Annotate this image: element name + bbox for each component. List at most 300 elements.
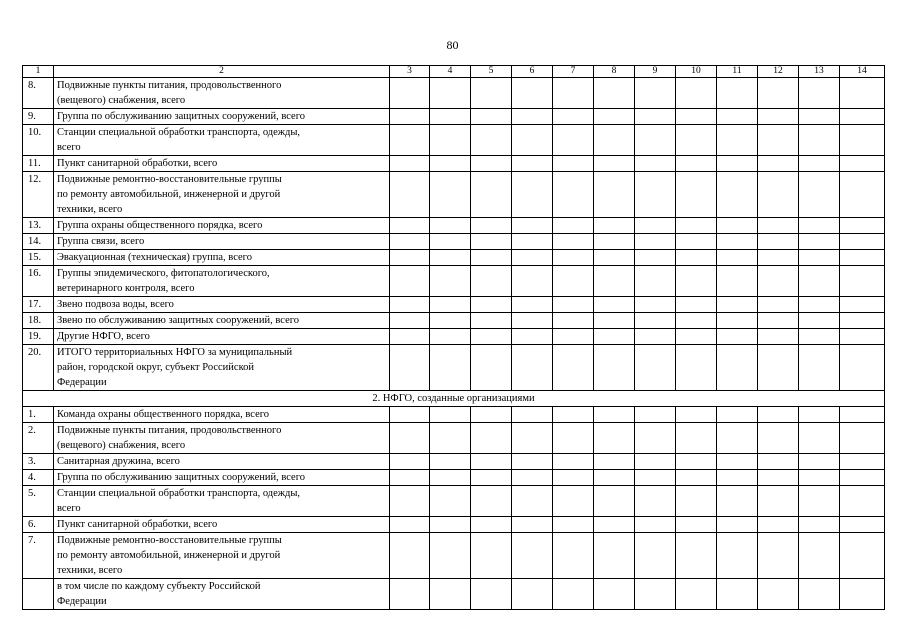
data-cell-col-6[interactable] bbox=[512, 486, 553, 517]
data-cell-col-13[interactable] bbox=[799, 579, 840, 610]
data-cell-col-14[interactable] bbox=[840, 156, 885, 172]
data-cell-col-6[interactable] bbox=[512, 313, 553, 329]
data-cell-col-7[interactable] bbox=[553, 156, 594, 172]
data-cell-col-12[interactable] bbox=[758, 109, 799, 125]
data-cell-col-14[interactable] bbox=[840, 266, 885, 297]
data-cell-col-14[interactable] bbox=[840, 454, 885, 470]
row-number-cell: 9. bbox=[23, 109, 54, 125]
data-cell-col-10[interactable] bbox=[676, 533, 717, 579]
data-cell-col-9[interactable] bbox=[635, 407, 676, 423]
data-cell-col-3[interactable] bbox=[390, 470, 430, 486]
data-cell-col-5[interactable] bbox=[471, 517, 512, 533]
data-cell-col-7[interactable] bbox=[553, 172, 594, 218]
data-cell-col-10[interactable] bbox=[676, 218, 717, 234]
data-cell-col-5[interactable] bbox=[471, 533, 512, 579]
data-cell-col-5[interactable] bbox=[471, 345, 512, 391]
data-cell-col-8[interactable] bbox=[594, 579, 635, 610]
row-name-line: Подвижные пункты питания, продовольственного bbox=[57, 425, 282, 436]
data-cell-col-4[interactable] bbox=[430, 172, 471, 218]
data-cell-col-6[interactable] bbox=[512, 423, 553, 454]
data-cell-col-10[interactable] bbox=[676, 234, 717, 250]
data-cell-col-3[interactable] bbox=[390, 329, 430, 345]
row-number-cell: 14. bbox=[23, 234, 54, 250]
data-cell-col-4[interactable] bbox=[430, 579, 471, 610]
row-name-line: Санитарная дружина, всего bbox=[57, 456, 180, 467]
data-cell-col-12[interactable] bbox=[758, 486, 799, 517]
data-cell-col-14[interactable] bbox=[840, 423, 885, 454]
data-cell-col-8[interactable] bbox=[594, 329, 635, 345]
data-cell-col-6[interactable] bbox=[512, 234, 553, 250]
data-cell-col-5[interactable] bbox=[471, 218, 512, 234]
data-cell-col-10[interactable] bbox=[676, 109, 717, 125]
data-cell-col-8[interactable] bbox=[594, 78, 635, 109]
data-cell-col-8[interactable] bbox=[594, 313, 635, 329]
data-cell-col-9[interactable] bbox=[635, 234, 676, 250]
data-cell-col-5[interactable] bbox=[471, 313, 512, 329]
data-cell-col-8[interactable] bbox=[594, 125, 635, 156]
data-cell-col-12[interactable] bbox=[758, 579, 799, 610]
data-cell-col-8[interactable] bbox=[594, 486, 635, 517]
data-cell-col-14[interactable] bbox=[840, 78, 885, 109]
data-cell-col-13[interactable] bbox=[799, 470, 840, 486]
data-cell-col-4[interactable] bbox=[430, 407, 471, 423]
section-header-row bbox=[23, 391, 885, 407]
row-name-line: Группы эпидемического, фитопатологического, bbox=[57, 268, 270, 279]
data-cell-col-14[interactable] bbox=[840, 533, 885, 579]
row-name-cell bbox=[54, 407, 390, 423]
data-cell-col-13[interactable] bbox=[799, 234, 840, 250]
data-cell-col-7[interactable] bbox=[553, 579, 594, 610]
data-cell-col-13[interactable] bbox=[799, 172, 840, 218]
data-cell-col-14[interactable] bbox=[840, 109, 885, 125]
row-number-cell: 8. bbox=[23, 78, 54, 109]
data-cell-col-6[interactable] bbox=[512, 533, 553, 579]
data-cell-col-10[interactable] bbox=[676, 423, 717, 454]
data-cell-col-12[interactable] bbox=[758, 454, 799, 470]
row-name-cell bbox=[54, 579, 390, 610]
row-number-cell: 5. bbox=[23, 486, 54, 517]
data-cell-col-6[interactable] bbox=[512, 250, 553, 266]
data-cell-col-6[interactable] bbox=[512, 109, 553, 125]
row-name-cell bbox=[54, 470, 390, 486]
data-cell-col-14[interactable] bbox=[840, 517, 885, 533]
data-cell-col-5[interactable] bbox=[471, 172, 512, 218]
row-number-cell: 7. bbox=[23, 533, 54, 579]
data-cell-col-13[interactable] bbox=[799, 329, 840, 345]
data-cell-col-10[interactable] bbox=[676, 156, 717, 172]
data-cell-col-8[interactable] bbox=[594, 234, 635, 250]
data-cell-col-12[interactable] bbox=[758, 172, 799, 218]
data-cell-col-10[interactable] bbox=[676, 470, 717, 486]
data-cell-col-10[interactable] bbox=[676, 250, 717, 266]
table-row bbox=[23, 345, 885, 391]
data-cell-col-9[interactable] bbox=[635, 78, 676, 109]
data-cell-col-12[interactable] bbox=[758, 297, 799, 313]
data-cell-col-12[interactable] bbox=[758, 78, 799, 109]
column-number-cell: 7 bbox=[553, 66, 594, 78]
data-cell-col-11[interactable] bbox=[717, 345, 758, 391]
data-cell-col-4[interactable] bbox=[430, 78, 471, 109]
data-cell-col-11[interactable] bbox=[717, 156, 758, 172]
data-cell-col-9[interactable] bbox=[635, 109, 676, 125]
data-cell-col-7[interactable] bbox=[553, 345, 594, 391]
data-cell-col-10[interactable] bbox=[676, 517, 717, 533]
data-cell-col-3[interactable] bbox=[390, 517, 430, 533]
data-cell-col-8[interactable] bbox=[594, 407, 635, 423]
data-cell-col-10[interactable] bbox=[676, 125, 717, 156]
table-row bbox=[23, 156, 885, 172]
data-cell-col-5[interactable] bbox=[471, 454, 512, 470]
data-cell-col-10[interactable] bbox=[676, 486, 717, 517]
data-cell-col-3[interactable] bbox=[390, 579, 430, 610]
data-cell-col-8[interactable] bbox=[594, 345, 635, 391]
data-cell-col-10[interactable] bbox=[676, 579, 717, 610]
data-cell-col-4[interactable] bbox=[430, 297, 471, 313]
row-number-cell bbox=[23, 579, 54, 610]
data-cell-col-8[interactable] bbox=[594, 297, 635, 313]
data-cell-col-4[interactable] bbox=[430, 266, 471, 297]
data-cell-col-9[interactable] bbox=[635, 329, 676, 345]
data-cell-col-9[interactable] bbox=[635, 486, 676, 517]
data-cell-col-7[interactable] bbox=[553, 407, 594, 423]
data-cell-col-11[interactable] bbox=[717, 329, 758, 345]
data-cell-col-8[interactable] bbox=[594, 517, 635, 533]
data-cell-col-13[interactable] bbox=[799, 533, 840, 579]
row-number-cell: 3. bbox=[23, 454, 54, 470]
data-cell-col-4[interactable] bbox=[430, 156, 471, 172]
data-cell-col-12[interactable] bbox=[758, 407, 799, 423]
data-cell-col-13[interactable] bbox=[799, 250, 840, 266]
data-cell-col-10[interactable] bbox=[676, 266, 717, 297]
column-number-cell: 11 bbox=[717, 66, 758, 78]
data-cell-col-14[interactable] bbox=[840, 218, 885, 234]
data-cell-col-14[interactable] bbox=[840, 297, 885, 313]
row-name-line: всего bbox=[57, 142, 81, 153]
data-cell-col-7[interactable] bbox=[553, 234, 594, 250]
data-cell-col-11[interactable] bbox=[717, 486, 758, 517]
data-cell-col-11[interactable] bbox=[717, 266, 758, 297]
data-cell-col-5[interactable] bbox=[471, 250, 512, 266]
data-cell-col-3[interactable] bbox=[390, 266, 430, 297]
data-cell-col-14[interactable] bbox=[840, 172, 885, 218]
data-cell-col-14[interactable] bbox=[840, 250, 885, 266]
data-cell-col-9[interactable] bbox=[635, 250, 676, 266]
data-cell-col-12[interactable] bbox=[758, 517, 799, 533]
data-cell-col-7[interactable] bbox=[553, 109, 594, 125]
table-row bbox=[23, 517, 885, 533]
data-cell-col-3[interactable] bbox=[390, 156, 430, 172]
data-cell-col-14[interactable] bbox=[840, 313, 885, 329]
row-name-cell bbox=[54, 218, 390, 234]
row-name-line: (вещевого) снабжения, всего bbox=[57, 95, 186, 106]
data-cell-col-13[interactable] bbox=[799, 423, 840, 454]
data-cell-col-5[interactable] bbox=[471, 109, 512, 125]
data-cell-col-6[interactable] bbox=[512, 470, 553, 486]
data-cell-col-8[interactable] bbox=[594, 218, 635, 234]
row-name-line: Группа по обслуживанию защитных сооружений, всего bbox=[57, 472, 306, 483]
data-cell-col-7[interactable] bbox=[553, 313, 594, 329]
data-cell-col-4[interactable] bbox=[430, 517, 471, 533]
data-cell-col-9[interactable] bbox=[635, 423, 676, 454]
data-cell-col-3[interactable] bbox=[390, 218, 430, 234]
data-cell-col-3[interactable] bbox=[390, 125, 430, 156]
row-name-cell bbox=[54, 250, 390, 266]
data-cell-col-4[interactable] bbox=[430, 533, 471, 579]
data-cell-col-12[interactable] bbox=[758, 470, 799, 486]
data-cell-col-8[interactable] bbox=[594, 454, 635, 470]
data-cell-col-6[interactable] bbox=[512, 407, 553, 423]
row-name-line: Команда охраны общественного порядка, всего bbox=[57, 409, 270, 420]
data-cell-col-3[interactable] bbox=[390, 313, 430, 329]
data-cell-col-8[interactable] bbox=[594, 470, 635, 486]
data-cell-col-3[interactable] bbox=[390, 250, 430, 266]
data-cell-col-8[interactable] bbox=[594, 172, 635, 218]
data-cell-col-9[interactable] bbox=[635, 218, 676, 234]
data-cell-col-9[interactable] bbox=[635, 125, 676, 156]
data-cell-col-9[interactable] bbox=[635, 345, 676, 391]
report-table bbox=[22, 65, 885, 610]
data-cell-col-11[interactable] bbox=[717, 517, 758, 533]
data-cell-col-3[interactable] bbox=[390, 109, 430, 125]
table-row bbox=[23, 407, 885, 423]
data-cell-col-14[interactable] bbox=[840, 470, 885, 486]
data-cell-col-5[interactable] bbox=[471, 78, 512, 109]
data-cell-col-13[interactable] bbox=[799, 125, 840, 156]
data-cell-col-11[interactable] bbox=[717, 297, 758, 313]
row-name-line: Станции специальной обработки транспорта, одежды, bbox=[57, 488, 301, 499]
data-cell-col-5[interactable] bbox=[471, 407, 512, 423]
data-cell-col-9[interactable] bbox=[635, 533, 676, 579]
data-cell-col-13[interactable] bbox=[799, 218, 840, 234]
data-cell-col-9[interactable] bbox=[635, 172, 676, 218]
data-cell-col-14[interactable] bbox=[840, 345, 885, 391]
data-cell-col-3[interactable] bbox=[390, 423, 430, 454]
data-cell-col-11[interactable] bbox=[717, 423, 758, 454]
data-cell-col-12[interactable] bbox=[758, 345, 799, 391]
data-cell-col-11[interactable] bbox=[717, 78, 758, 109]
data-cell-col-11[interactable] bbox=[717, 407, 758, 423]
data-cell-col-5[interactable] bbox=[471, 329, 512, 345]
data-cell-col-6[interactable] bbox=[512, 297, 553, 313]
data-cell-col-7[interactable] bbox=[553, 329, 594, 345]
data-cell-col-4[interactable] bbox=[430, 218, 471, 234]
data-cell-col-7[interactable] bbox=[553, 486, 594, 517]
row-number-cell: 11. bbox=[23, 156, 54, 172]
data-cell-col-3[interactable] bbox=[390, 407, 430, 423]
data-cell-col-13[interactable] bbox=[799, 156, 840, 172]
data-cell-col-12[interactable] bbox=[758, 125, 799, 156]
data-cell-col-9[interactable] bbox=[635, 297, 676, 313]
data-cell-col-7[interactable] bbox=[553, 517, 594, 533]
column-number-cell: 3 bbox=[390, 66, 430, 78]
data-cell-col-4[interactable] bbox=[430, 250, 471, 266]
data-cell-col-3[interactable] bbox=[390, 172, 430, 218]
data-cell-col-12[interactable] bbox=[758, 329, 799, 345]
data-cell-col-7[interactable] bbox=[553, 533, 594, 579]
data-cell-col-11[interactable] bbox=[717, 234, 758, 250]
data-cell-col-7[interactable] bbox=[553, 297, 594, 313]
row-name-line: Группа по обслуживанию защитных сооружений, всего bbox=[57, 111, 306, 122]
row-number-cell: 13. bbox=[23, 218, 54, 234]
data-cell-col-8[interactable] bbox=[594, 423, 635, 454]
data-cell-col-3[interactable] bbox=[390, 454, 430, 470]
data-cell-col-8[interactable] bbox=[594, 266, 635, 297]
data-cell-col-6[interactable] bbox=[512, 579, 553, 610]
data-cell-col-3[interactable] bbox=[390, 345, 430, 391]
row-name-cell bbox=[54, 313, 390, 329]
table-row bbox=[23, 109, 885, 125]
data-cell-col-9[interactable] bbox=[635, 454, 676, 470]
data-cell-col-9[interactable] bbox=[635, 313, 676, 329]
data-cell-col-10[interactable] bbox=[676, 454, 717, 470]
data-cell-col-6[interactable] bbox=[512, 78, 553, 109]
data-cell-col-4[interactable] bbox=[430, 470, 471, 486]
data-cell-col-6[interactable] bbox=[512, 454, 553, 470]
column-number-cell: 1 bbox=[23, 66, 54, 78]
data-cell-col-12[interactable] bbox=[758, 218, 799, 234]
data-cell-col-5[interactable] bbox=[471, 579, 512, 610]
row-number-cell: 10. bbox=[23, 125, 54, 156]
data-cell-col-5[interactable] bbox=[471, 156, 512, 172]
data-cell-col-4[interactable] bbox=[430, 329, 471, 345]
data-cell-col-9[interactable] bbox=[635, 156, 676, 172]
data-cell-col-11[interactable] bbox=[717, 172, 758, 218]
data-cell-col-6[interactable] bbox=[512, 517, 553, 533]
data-cell-col-6[interactable] bbox=[512, 218, 553, 234]
data-cell-col-14[interactable] bbox=[840, 486, 885, 517]
data-cell-col-7[interactable] bbox=[553, 218, 594, 234]
data-cell-col-11[interactable] bbox=[717, 470, 758, 486]
data-cell-col-7[interactable] bbox=[553, 78, 594, 109]
data-cell-col-10[interactable] bbox=[676, 313, 717, 329]
data-cell-col-8[interactable] bbox=[594, 156, 635, 172]
data-cell-col-5[interactable] bbox=[471, 470, 512, 486]
data-cell-col-11[interactable] bbox=[717, 250, 758, 266]
data-cell-col-12[interactable] bbox=[758, 266, 799, 297]
row-name-line: Звено подвоза воды, всего bbox=[57, 299, 174, 310]
data-cell-col-11[interactable] bbox=[717, 313, 758, 329]
data-cell-col-13[interactable] bbox=[799, 454, 840, 470]
data-cell-col-6[interactable] bbox=[512, 266, 553, 297]
data-cell-col-11[interactable] bbox=[717, 109, 758, 125]
data-cell-col-3[interactable] bbox=[390, 486, 430, 517]
row-name-cell bbox=[54, 454, 390, 470]
data-cell-col-12[interactable] bbox=[758, 423, 799, 454]
data-cell-col-6[interactable] bbox=[512, 345, 553, 391]
data-cell-col-13[interactable] bbox=[799, 78, 840, 109]
data-cell-col-5[interactable] bbox=[471, 125, 512, 156]
data-cell-col-6[interactable] bbox=[512, 329, 553, 345]
data-cell-col-5[interactable] bbox=[471, 297, 512, 313]
row-name-cell bbox=[54, 78, 390, 109]
data-cell-col-7[interactable] bbox=[553, 423, 594, 454]
data-cell-col-4[interactable] bbox=[430, 313, 471, 329]
data-cell-col-11[interactable] bbox=[717, 454, 758, 470]
data-cell-col-12[interactable] bbox=[758, 313, 799, 329]
row-name-line: всего bbox=[57, 503, 81, 514]
table-row bbox=[23, 423, 885, 454]
data-cell-col-7[interactable] bbox=[553, 250, 594, 266]
data-cell-col-3[interactable] bbox=[390, 297, 430, 313]
data-cell-col-4[interactable] bbox=[430, 109, 471, 125]
data-cell-col-12[interactable] bbox=[758, 234, 799, 250]
data-cell-col-4[interactable] bbox=[430, 486, 471, 517]
row-name-cell bbox=[54, 329, 390, 345]
data-cell-col-10[interactable] bbox=[676, 297, 717, 313]
data-cell-col-4[interactable] bbox=[430, 454, 471, 470]
data-cell-col-6[interactable] bbox=[512, 125, 553, 156]
data-cell-col-5[interactable] bbox=[471, 423, 512, 454]
data-cell-col-11[interactable] bbox=[717, 218, 758, 234]
data-cell-col-5[interactable] bbox=[471, 234, 512, 250]
data-cell-col-14[interactable] bbox=[840, 329, 885, 345]
data-cell-col-8[interactable] bbox=[594, 533, 635, 579]
column-number-cell: 9 bbox=[635, 66, 676, 78]
data-cell-col-11[interactable] bbox=[717, 579, 758, 610]
data-cell-col-9[interactable] bbox=[635, 266, 676, 297]
data-cell-col-10[interactable] bbox=[676, 407, 717, 423]
data-cell-col-9[interactable] bbox=[635, 517, 676, 533]
data-cell-col-7[interactable] bbox=[553, 266, 594, 297]
data-cell-col-13[interactable] bbox=[799, 345, 840, 391]
data-cell-col-7[interactable] bbox=[553, 125, 594, 156]
data-cell-col-4[interactable] bbox=[430, 234, 471, 250]
data-cell-col-13[interactable] bbox=[799, 407, 840, 423]
data-cell-col-8[interactable] bbox=[594, 250, 635, 266]
data-cell-col-10[interactable] bbox=[676, 172, 717, 218]
data-cell-col-13[interactable] bbox=[799, 517, 840, 533]
data-cell-col-6[interactable] bbox=[512, 172, 553, 218]
data-cell-col-7[interactable] bbox=[553, 454, 594, 470]
data-cell-col-12[interactable] bbox=[758, 156, 799, 172]
row-number-cell: 1. bbox=[23, 407, 54, 423]
data-cell-col-10[interactable] bbox=[676, 78, 717, 109]
data-cell-col-13[interactable] bbox=[799, 313, 840, 329]
data-cell-col-9[interactable] bbox=[635, 470, 676, 486]
data-cell-col-5[interactable] bbox=[471, 266, 512, 297]
data-cell-col-13[interactable] bbox=[799, 266, 840, 297]
table-row bbox=[23, 218, 885, 234]
data-cell-col-3[interactable] bbox=[390, 78, 430, 109]
data-cell-col-10[interactable] bbox=[676, 345, 717, 391]
data-cell-col-5[interactable] bbox=[471, 486, 512, 517]
data-cell-col-3[interactable] bbox=[390, 234, 430, 250]
data-cell-col-4[interactable] bbox=[430, 423, 471, 454]
data-cell-col-13[interactable] bbox=[799, 486, 840, 517]
data-cell-col-14[interactable] bbox=[840, 579, 885, 610]
data-cell-col-12[interactable] bbox=[758, 533, 799, 579]
data-cell-col-14[interactable] bbox=[840, 125, 885, 156]
data-cell-col-11[interactable] bbox=[717, 533, 758, 579]
data-cell-col-10[interactable] bbox=[676, 329, 717, 345]
data-cell-col-8[interactable] bbox=[594, 109, 635, 125]
data-cell-col-7[interactable] bbox=[553, 470, 594, 486]
data-cell-col-13[interactable] bbox=[799, 297, 840, 313]
data-cell-col-4[interactable] bbox=[430, 345, 471, 391]
data-cell-col-4[interactable] bbox=[430, 125, 471, 156]
data-cell-col-11[interactable] bbox=[717, 125, 758, 156]
row-name-line: район, городской округ, субъект Российской bbox=[57, 362, 255, 373]
column-number-cell: 5 bbox=[471, 66, 512, 78]
data-cell-col-12[interactable] bbox=[758, 250, 799, 266]
data-cell-col-13[interactable] bbox=[799, 109, 840, 125]
data-cell-col-14[interactable] bbox=[840, 407, 885, 423]
data-cell-col-3[interactable] bbox=[390, 533, 430, 579]
data-cell-col-6[interactable] bbox=[512, 156, 553, 172]
row-name-line: Пункт санитарной обработки, всего bbox=[57, 158, 218, 169]
data-cell-col-14[interactable] bbox=[840, 234, 885, 250]
data-cell-col-9[interactable] bbox=[635, 579, 676, 610]
